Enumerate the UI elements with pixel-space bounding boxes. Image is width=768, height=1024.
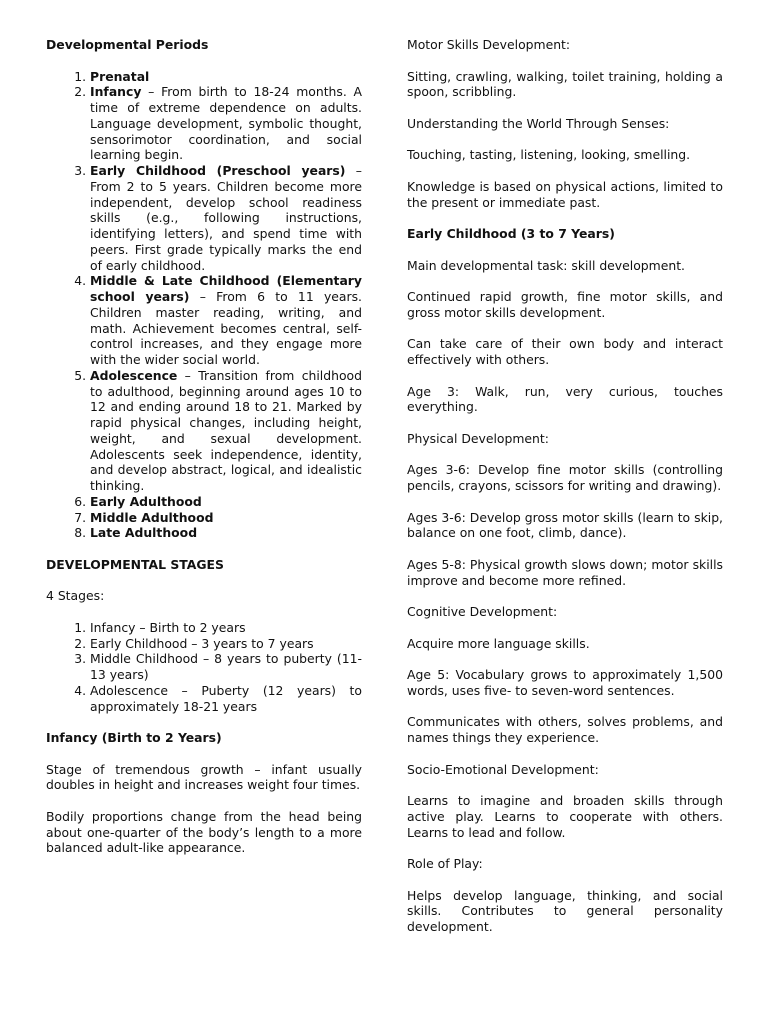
paragraph: Touching, tasting, listening, looking, smelling.	[407, 147, 691, 163]
paragraph: Acquire more language skills.	[407, 635, 590, 651]
list-item: 2. Early Childhood – 3 years to 7 years	[90, 636, 362, 652]
definition: – Transition from childhood to adulthood, beginning around ages 10 to 12 and ending around 18 to 21. Marked by rapid physical changes, including height, weight, and sexual development. Adolescents seek independence, identity, and develop abstract, logical, and idealistic thinking.	[90, 367, 362, 493]
paragraph: Bodily proportions change from the head being about one-quarter of the body’s length to a more balanced adult-like appearance.	[46, 808, 362, 856]
list-item	[90, 510, 362, 526]
definition: – From 2 to 5 years. Children become more independent, develop school readiness skills (e.g., following instructions, identifying letters), and spend time with peers. First grade typically marks the end of early childhood.	[90, 163, 362, 273]
term: Adolescence	[90, 367, 178, 383]
list-item	[90, 84, 362, 163]
paragraph: Age 3: Walk, run, very curious, touches everything.	[407, 383, 723, 415]
term: Early Adulthood	[90, 493, 202, 509]
stages-intro: 4 Stages:	[46, 588, 105, 604]
paragraph: Communicates with others, solves problems, and names things they experience.	[407, 714, 723, 745]
paragraph: Main developmental task: skill development.	[407, 257, 685, 273]
paragraph: Age 5: Vocabulary grows to approximately 1,500 words, uses five- to seven-word sentences.	[407, 667, 723, 698]
list-item	[90, 273, 362, 368]
term: Late Adulthood	[90, 525, 198, 541]
paragraph: Ages 3-6: Develop gross motor skills (learn to skip, balance on one foot, climb, dance).	[407, 509, 723, 541]
list-item: 4. Adolescence – Puberty (12 years) to approximately 18-21 years	[90, 683, 362, 715]
heading-developmental-stages: DEVELOPMENTAL STAGES	[46, 556, 224, 572]
paragraph: Can take care of their own body and interact effectively with others.	[407, 336, 723, 367]
list-item	[90, 69, 362, 85]
paragraph: Motor Skills Development:	[407, 37, 571, 52]
list-item	[90, 525, 362, 541]
paragraph: Stage of tremendous growth – infant usually doubles in height and increases weight four times.	[46, 761, 362, 793]
paragraph: Ages 3-6: Develop fine motor skills (controlling pencils, crayons, scissors for writing and drawing).	[407, 462, 723, 493]
heading-developmental-periods: Developmental Periods	[46, 37, 209, 52]
paragraph: Physical Development:	[407, 430, 549, 446]
paragraph: Ages 5-8: Physical growth slows down; motor skills improve and become more refined.	[407, 556, 723, 588]
paragraph: Socio-Emotional Development:	[407, 761, 599, 777]
term: Middle Adulthood	[90, 509, 214, 525]
heading-infancy: Infancy (Birth to 2 Years)	[46, 730, 222, 745]
paragraph: Learns to imagine and broaden skills through active play. Learns to cooperate with others. Learns to lead and follow.	[407, 793, 723, 840]
periods-list	[46, 69, 362, 542]
right-column	[407, 37, 723, 951]
paragraph: Knowledge is based on physical actions, limited to the present or immediate past.	[407, 178, 723, 210]
heading-early-childhood: Early Childhood (3 to 7 Years)	[407, 226, 615, 241]
term: Prenatal	[90, 68, 150, 84]
left-column	[46, 37, 362, 872]
term: Early Childhood (Preschool years)	[90, 163, 346, 178]
list-item	[90, 163, 362, 273]
paragraph: Continued rapid growth, fine motor skills, and gross motor skills development.	[407, 289, 723, 320]
paragraph: Cognitive Development:	[407, 604, 558, 619]
paragraph: Helps develop language, thinking, and social skills. Contributes to general personality development.	[407, 887, 723, 934]
definition: – From 6 to 11 years. Children master reading, writing, and math. Achievement becomes central, self-control increases, and they engage more with the wider social world.	[90, 289, 362, 367]
list-item: 3. Middle Childhood – 8 years to puberty (11-13 years)	[90, 651, 362, 683]
list-item	[90, 494, 362, 510]
definition: – From birth to 18-24 months. A time of extreme dependence on adults. Language development, symbolic thought, sensorimotor coordination, and social learning begin.	[90, 84, 362, 163]
term: Infancy	[90, 84, 142, 100]
term: Middle & Late Childhood (Elementary school years)	[90, 273, 362, 304]
paragraph: Understanding the World Through Senses:	[407, 115, 670, 131]
paragraph: Sitting, crawling, walking, toilet training, holding a spoon, scribbling.	[407, 68, 723, 100]
list-item	[90, 368, 362, 494]
stages-list	[46, 620, 362, 715]
list-item: 1. Infancy – Birth to 2 years	[90, 620, 362, 636]
paragraph: Role of Play:	[407, 856, 483, 871]
